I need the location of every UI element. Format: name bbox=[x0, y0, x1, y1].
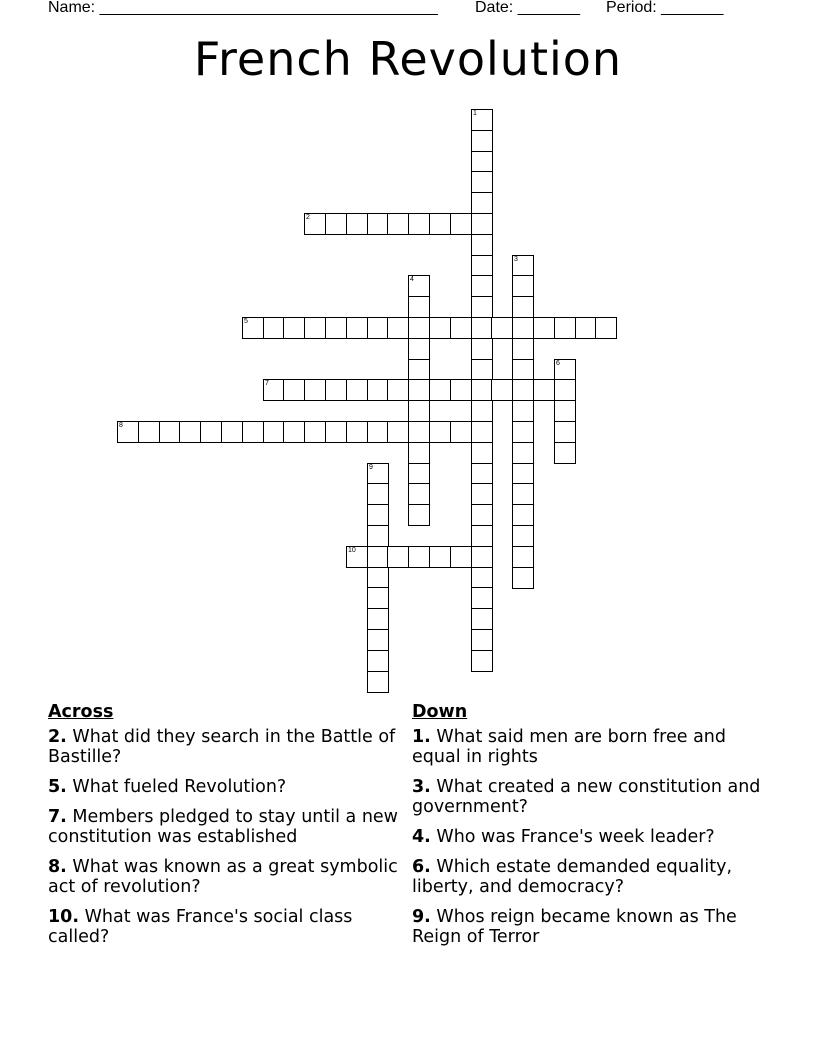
grid-cell[interactable] bbox=[304, 213, 326, 235]
grid-cell[interactable] bbox=[554, 421, 576, 443]
grid-cell[interactable] bbox=[367, 650, 389, 672]
grid-cell[interactable] bbox=[367, 671, 389, 693]
page-title: French Revolution bbox=[193, 32, 623, 86]
name-field-label[interactable]: Name: ______________________________________ bbox=[48, 0, 438, 16]
grid-cell[interactable] bbox=[575, 317, 597, 339]
clue-number: 6. bbox=[412, 857, 431, 877]
grid-cell[interactable] bbox=[304, 421, 326, 443]
grid-cell[interactable] bbox=[367, 546, 389, 568]
grid-cell[interactable] bbox=[408, 296, 430, 318]
clue-number-label: 9 bbox=[369, 464, 373, 471]
grid-cell[interactable] bbox=[138, 421, 160, 443]
grid-cell[interactable] bbox=[471, 379, 493, 401]
grid-cell[interactable] bbox=[471, 650, 493, 672]
grid-cell[interactable] bbox=[242, 317, 264, 339]
grid-cell[interactable] bbox=[533, 379, 555, 401]
down-clue bbox=[412, 857, 762, 897]
grid-cell[interactable] bbox=[471, 213, 493, 235]
grid-cell[interactable] bbox=[117, 421, 139, 443]
clue-number: 9. bbox=[412, 907, 431, 927]
grid-cell[interactable] bbox=[387, 213, 409, 235]
grid-cell[interactable] bbox=[367, 421, 389, 443]
grid-cell[interactable] bbox=[408, 546, 430, 568]
clue-number: 10. bbox=[48, 907, 80, 927]
across-clue bbox=[48, 857, 398, 897]
grid-cell[interactable] bbox=[263, 317, 285, 339]
grid-cell[interactable] bbox=[283, 421, 305, 443]
across-clue bbox=[48, 807, 398, 847]
clue-number-label: 8 bbox=[119, 422, 123, 429]
grid-cell[interactable] bbox=[429, 546, 451, 568]
grid-cell[interactable] bbox=[408, 317, 430, 339]
grid-cell[interactable] bbox=[512, 338, 534, 360]
grid-cell[interactable] bbox=[471, 255, 493, 277]
grid-cell[interactable] bbox=[367, 483, 389, 505]
grid-cell[interactable] bbox=[471, 483, 493, 505]
grid-cell[interactable] bbox=[471, 296, 493, 318]
clue-text: Who was France's week leader? bbox=[430, 827, 715, 847]
grid-cell[interactable] bbox=[512, 275, 534, 297]
grid-cell[interactable] bbox=[491, 317, 513, 339]
across-heading: Across bbox=[48, 702, 114, 722]
grid-cell[interactable] bbox=[263, 421, 285, 443]
grid-cell[interactable] bbox=[304, 317, 326, 339]
grid-cell[interactable] bbox=[304, 379, 326, 401]
clue-number: 7. bbox=[48, 807, 67, 827]
grid-cell[interactable] bbox=[533, 317, 555, 339]
grid-cell[interactable] bbox=[283, 317, 305, 339]
grid-cell[interactable] bbox=[346, 317, 368, 339]
grid-cell[interactable] bbox=[325, 421, 347, 443]
grid-cell[interactable] bbox=[471, 400, 493, 422]
clue-number-label: 6 bbox=[556, 360, 560, 367]
clue-number-label: 4 bbox=[410, 276, 414, 283]
across-clues bbox=[48, 702, 398, 957]
grid-cell[interactable] bbox=[471, 130, 493, 152]
grid-cell[interactable] bbox=[387, 421, 409, 443]
grid-cell[interactable] bbox=[450, 421, 472, 443]
grid-cell[interactable] bbox=[283, 379, 305, 401]
grid-cell[interactable] bbox=[512, 359, 534, 381]
grid-cell[interactable] bbox=[512, 400, 534, 422]
grid-cell[interactable] bbox=[221, 421, 243, 443]
grid-cell[interactable] bbox=[408, 338, 430, 360]
grid-cell[interactable] bbox=[408, 421, 430, 443]
grid-cell[interactable] bbox=[512, 317, 534, 339]
grid-cell[interactable] bbox=[450, 317, 472, 339]
grid-cell[interactable] bbox=[387, 379, 409, 401]
grid-cell[interactable] bbox=[554, 442, 576, 464]
clue-number: 8. bbox=[48, 857, 67, 877]
clue-text: Members pledged to stay until a new constitution was established bbox=[48, 807, 398, 847]
grid-cell[interactable] bbox=[408, 400, 430, 422]
grid-cell[interactable] bbox=[159, 421, 181, 443]
grid-cell[interactable] bbox=[471, 442, 493, 464]
grid-cell[interactable] bbox=[512, 463, 534, 485]
grid-cell[interactable] bbox=[429, 317, 451, 339]
grid-cell[interactable] bbox=[471, 587, 493, 609]
grid-cell[interactable] bbox=[408, 275, 430, 297]
clue-text: What created a new constitution and government? bbox=[412, 777, 761, 817]
clue-number-label: 3 bbox=[514, 256, 518, 263]
clue-number: 4. bbox=[412, 827, 431, 847]
grid-cell[interactable] bbox=[471, 234, 493, 256]
down-clue bbox=[412, 907, 762, 947]
down-clue bbox=[412, 727, 762, 767]
grid-cell[interactable] bbox=[554, 400, 576, 422]
grid-cell[interactable] bbox=[367, 463, 389, 485]
grid-cell[interactable] bbox=[512, 546, 534, 568]
grid-cell[interactable] bbox=[429, 213, 451, 235]
clue-number-label: 1 bbox=[473, 110, 477, 117]
grid-cell[interactable] bbox=[471, 275, 493, 297]
grid-cell[interactable] bbox=[408, 463, 430, 485]
clue-text: What was known as a great symbolic act of revolution? bbox=[48, 857, 398, 897]
clue-text: What said men are born free and equal in rights bbox=[412, 727, 726, 767]
grid-cell[interactable] bbox=[367, 587, 389, 609]
clue-text: What fueled Revolution? bbox=[66, 777, 287, 797]
grid-cell[interactable] bbox=[200, 421, 222, 443]
down-clue bbox=[412, 827, 762, 847]
grid-cell[interactable] bbox=[325, 317, 347, 339]
clue-text: What was France's social class called? bbox=[48, 907, 353, 947]
grid-cell[interactable] bbox=[512, 379, 534, 401]
grid-cell[interactable] bbox=[554, 379, 576, 401]
grid-cell[interactable] bbox=[367, 213, 389, 235]
grid-cell[interactable] bbox=[367, 567, 389, 589]
grid-cell[interactable] bbox=[471, 546, 493, 568]
clue-number-label: 2 bbox=[306, 214, 310, 221]
grid-cell[interactable] bbox=[471, 525, 493, 547]
grid-cell[interactable] bbox=[387, 546, 409, 568]
grid-cell[interactable] bbox=[408, 483, 430, 505]
clue-number-label: 5 bbox=[244, 318, 248, 325]
grid-cell[interactable] bbox=[471, 338, 493, 360]
grid-cell[interactable] bbox=[450, 213, 472, 235]
down-clue bbox=[412, 777, 762, 817]
grid-cell[interactable] bbox=[179, 421, 201, 443]
grid-cell[interactable] bbox=[512, 442, 534, 464]
grid-cell[interactable] bbox=[512, 421, 534, 443]
grid-cell[interactable] bbox=[491, 379, 513, 401]
grid-cell[interactable] bbox=[512, 255, 534, 277]
grid-cell[interactable] bbox=[450, 546, 472, 568]
grid-cell[interactable] bbox=[471, 463, 493, 485]
across-clue bbox=[48, 777, 398, 797]
grid-cell[interactable] bbox=[471, 504, 493, 526]
grid-cell[interactable] bbox=[242, 421, 264, 443]
grid-cell[interactable] bbox=[408, 213, 430, 235]
grid-cell[interactable] bbox=[346, 213, 368, 235]
grid-cell[interactable] bbox=[471, 421, 493, 443]
grid-cell[interactable] bbox=[471, 359, 493, 381]
grid-cell[interactable] bbox=[346, 421, 368, 443]
grid-cell[interactable] bbox=[325, 379, 347, 401]
grid-cell[interactable] bbox=[471, 629, 493, 651]
grid-cell[interactable] bbox=[471, 192, 493, 214]
grid-cell[interactable] bbox=[346, 546, 368, 568]
grid-cell[interactable] bbox=[471, 151, 493, 173]
grid-cell[interactable] bbox=[471, 608, 493, 630]
grid-cell[interactable] bbox=[408, 379, 430, 401]
grid-cell[interactable] bbox=[367, 379, 389, 401]
grid-cell[interactable] bbox=[512, 296, 534, 318]
grid-cell[interactable] bbox=[512, 567, 534, 589]
grid-cell[interactable] bbox=[512, 525, 534, 547]
grid-cell[interactable] bbox=[450, 379, 472, 401]
clue-number-label: 7 bbox=[265, 380, 269, 387]
grid-cell[interactable] bbox=[595, 317, 617, 339]
clue-text: What did they search in the Battle of Bastille? bbox=[48, 727, 396, 767]
down-heading: Down bbox=[412, 702, 468, 722]
grid-cell[interactable] bbox=[367, 629, 389, 651]
grid-cell[interactable] bbox=[367, 504, 389, 526]
grid-cell[interactable] bbox=[512, 483, 534, 505]
clue-number: 2. bbox=[48, 727, 67, 747]
grid-cell[interactable] bbox=[408, 359, 430, 381]
clue-text: Which estate demanded equality, liberty, and democracy? bbox=[412, 857, 733, 897]
grid-cell[interactable] bbox=[367, 317, 389, 339]
grid-cell[interactable] bbox=[408, 442, 430, 464]
grid-cell[interactable] bbox=[471, 317, 493, 339]
clue-number: 5. bbox=[48, 777, 67, 797]
clue-number-label: 10 bbox=[348, 547, 356, 554]
clue-text: Whos reign became known as The Reign of Terror bbox=[412, 907, 737, 947]
grid-cell[interactable] bbox=[512, 504, 534, 526]
grid-cell[interactable] bbox=[325, 213, 347, 235]
grid-cell[interactable] bbox=[554, 359, 576, 381]
across-clue bbox=[48, 907, 398, 947]
period-field-label[interactable]: Period: _______ bbox=[606, 0, 724, 16]
grid-cell[interactable] bbox=[367, 608, 389, 630]
down-clues bbox=[412, 702, 762, 957]
grid-cell[interactable] bbox=[408, 504, 430, 526]
grid-cell[interactable] bbox=[429, 379, 451, 401]
grid-cell[interactable] bbox=[387, 317, 409, 339]
clue-number: 3. bbox=[412, 777, 431, 797]
grid-cell[interactable] bbox=[346, 379, 368, 401]
grid-cell[interactable] bbox=[471, 567, 493, 589]
grid-cell[interactable] bbox=[471, 171, 493, 193]
grid-cell[interactable] bbox=[554, 317, 576, 339]
across-clue bbox=[48, 727, 398, 767]
date-field-label[interactable]: Date: _______ bbox=[475, 0, 580, 16]
clue-number: 1. bbox=[412, 727, 431, 747]
grid-cell[interactable] bbox=[471, 109, 493, 131]
grid-cell[interactable] bbox=[263, 379, 285, 401]
grid-cell[interactable] bbox=[429, 421, 451, 443]
grid-cell[interactable] bbox=[367, 525, 389, 547]
